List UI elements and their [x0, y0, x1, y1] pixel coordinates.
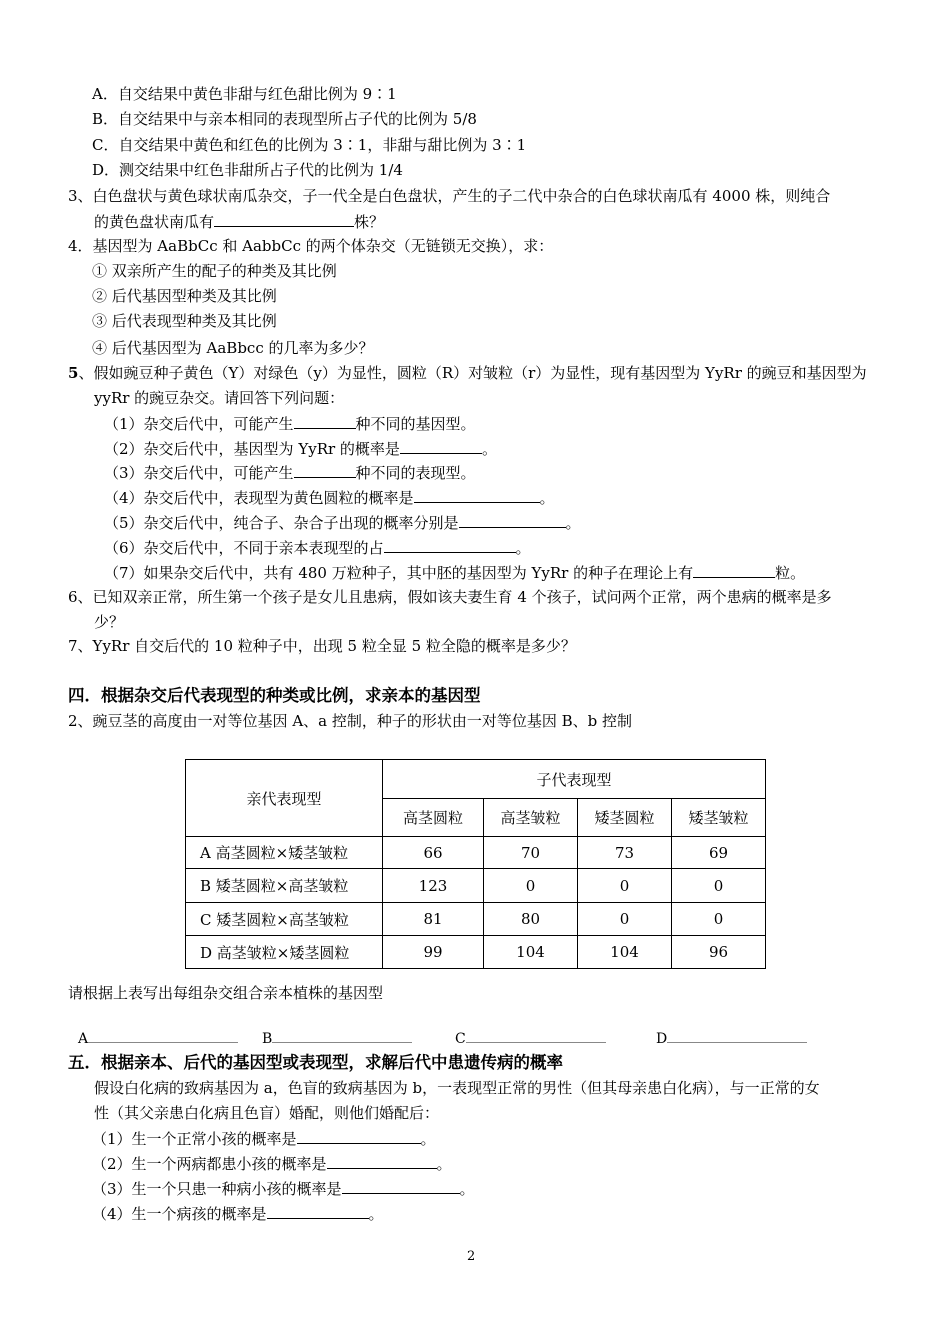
table-cell: 69	[672, 837, 766, 869]
s5-sub-1-text: （1）生一个正常小孩的概率是	[92, 1130, 297, 1148]
s5-sub-2-text: （2）生一个两病都患小孩的概率是	[92, 1155, 327, 1173]
q3-line-1: 3、白色盘状与黄色球状南瓜杂交，子一代全是白色盘状，产生的子二代中杂合的白色球状南瓜有 4000 株，则纯合	[68, 187, 831, 205]
section-5-sub-1	[92, 1128, 436, 1149]
section-4-intro: 2、豌豆茎的高度由一对等位基因 A、a 控制，种子的形状由一对等位基因 B、b 控制	[68, 712, 633, 730]
genetics-table	[185, 759, 766, 969]
table-cell: 99	[383, 936, 484, 969]
table-cell: 0	[578, 869, 672, 903]
q5-sub-1	[104, 413, 476, 434]
table-row	[186, 903, 766, 936]
table-cell: 104	[578, 936, 672, 969]
q6-line-2: 少？	[94, 613, 125, 631]
table-cell: 66	[383, 837, 484, 869]
col-header: 高茎圆粒	[383, 799, 484, 837]
q3-answer-blank[interactable]	[214, 211, 354, 227]
q5-sub-1-text: （1）杂交后代中，可能产生	[104, 415, 294, 433]
answer-label-d: D	[656, 1031, 668, 1047]
q5-sub-4-text: （4）杂交后代中，表现型为黄色圆粒的概率是	[104, 489, 414, 507]
table-cell: 0	[484, 869, 578, 903]
q5-sub-3-end: 种不同的表现型。	[355, 464, 476, 482]
row-label: C 矮茎圆粒×高茎皱粒	[186, 903, 383, 936]
q5-sub-7-blank[interactable]	[693, 562, 775, 578]
table-header-row-1	[186, 760, 766, 799]
table-cell: 0	[672, 903, 766, 936]
row-label: B 矮茎圆粒×高茎皱粒	[186, 869, 383, 903]
s5-sub-3-text: （3）生一个只患一种病小孩的概率是	[92, 1180, 342, 1198]
table-row	[186, 869, 766, 903]
q5-sub-2-end: 。	[481, 440, 497, 458]
table-row	[186, 936, 766, 969]
s5-sub-2-end: 。	[436, 1155, 452, 1173]
answer-label-b: B	[262, 1031, 273, 1047]
table-cell: 70	[484, 837, 578, 869]
row-label: D 高茎皱粒×矮茎圆粒	[186, 936, 383, 969]
q5-sub-6-end: 。	[515, 539, 531, 557]
q6-line-1: 6、已知双亲正常，所生第一个孩子是女儿且患病，假如该夫妻生育 4 个孩子，试问两个正常，两个患病的概率是多	[68, 588, 832, 606]
s5-sub-2-blank[interactable]	[327, 1153, 437, 1169]
page-number: 2	[467, 1249, 476, 1264]
answer-label-c: C	[455, 1031, 466, 1047]
q5-sub-5-text: （5）杂交后代中，纯合子、杂合子出现的概率分别是	[104, 514, 459, 532]
s5-sub-4-end: 。	[368, 1205, 384, 1223]
s5-sub-1-blank[interactable]	[297, 1128, 421, 1144]
row-label: A 高茎圆粒×矮茎皱粒	[186, 837, 383, 869]
table-cell: 0	[578, 903, 672, 936]
answer-line-b	[262, 1028, 412, 1049]
answer-line-c	[455, 1028, 606, 1049]
q5-sub-3-text: （3）杂交后代中，可能产生	[104, 464, 294, 482]
table-cell: 81	[383, 903, 484, 936]
s5-sub-4-text: （4）生一个病孩的概率是	[92, 1205, 267, 1223]
q5-sub-1-end: 种不同的基因型。	[355, 415, 476, 433]
q5-sub-4	[104, 487, 555, 508]
q5-line-1	[68, 363, 867, 383]
answer-line-d	[656, 1028, 807, 1049]
col-header: 矮茎圆粒	[578, 799, 672, 837]
q5-sub-3-blank[interactable]	[294, 462, 356, 478]
section-5-sub-3	[92, 1178, 475, 1199]
col-header: 矮茎皱粒	[672, 799, 766, 837]
section-5-line-1: 假设白化病的致病基因为 a，色盲的致病基因为 b，一表现型正常的男性（但其母亲患白化病），与一正常的女	[94, 1079, 820, 1097]
q4-stem: 4．基因型为 AaBbCc 和 AabbCc 的两个体杂交（无链锁无交换），求：	[68, 237, 554, 255]
table-cell: 123	[383, 869, 484, 903]
answer-blank-d[interactable]	[667, 1028, 807, 1043]
section-5-sub-4	[92, 1203, 384, 1224]
q3-suffix: 株？	[354, 213, 385, 231]
q5-line-1-text: 、假如豌豆种子黄色（Y）对绿色（y）为显性，圆粒（R）对皱粒（r）为显性，现有基因型为 YyRr 的豌豆和基因型为	[78, 364, 867, 382]
answer-blank-a[interactable]	[88, 1028, 238, 1043]
q5-sub-7-text: （7）如果杂交后代中，共有 480 万粒种子，其中胚的基因型为 YyRr 的种子在理论上有	[104, 564, 694, 582]
q3-line-2	[94, 211, 384, 232]
q5-sub-6-text: （6）杂交后代中，不同于亲本表现型的占	[104, 539, 384, 557]
q7-text: 7、YyRr 自交后代的 10 粒种子中，出现 5 粒全显 5 粒全隐的概率是多少？	[68, 637, 576, 655]
table-cell: 73	[578, 837, 672, 869]
table-cell: 0	[672, 869, 766, 903]
q5-sub-1-blank[interactable]	[294, 413, 356, 429]
q5-sub-6-blank[interactable]	[384, 537, 516, 553]
q5-sub-2-blank[interactable]	[400, 438, 482, 454]
section-5-title: 五．根据亲本、后代的基因型或表现型，求解后代中患遗传病的概率	[68, 1053, 563, 1072]
answer-label-a: A	[78, 1031, 89, 1047]
q3-prefix: 的黄色盘状南瓜有	[94, 213, 215, 231]
table-row	[186, 837, 766, 869]
table-cell: 96	[672, 936, 766, 969]
q2-option-a: A．自交结果中黄色非甜与红色甜比例为 9∶1	[92, 85, 397, 103]
q2-option-c: C．自交结果中黄色和红色的比例为 3∶1，非甜与甜比例为 3∶1	[92, 136, 527, 154]
q2-option-b: B．自交结果中与亲本相同的表现型所占子代的比例为 5/8	[92, 110, 477, 128]
s5-sub-4-blank[interactable]	[267, 1203, 369, 1219]
section-4-title: 四．根据杂交后代表现型的种类或比例，求亲本的基因型	[68, 686, 481, 705]
q5-number: 5	[68, 364, 79, 382]
q5-sub-4-end: 。	[539, 489, 555, 507]
section-4-after-table: 请根据上表写出每组杂交组合亲本植株的基因型	[68, 984, 384, 1002]
s5-sub-3-blank[interactable]	[342, 1178, 460, 1194]
q5-sub-5	[104, 512, 581, 533]
col-header: 高茎皱粒	[484, 799, 578, 837]
q5-sub-7	[104, 562, 805, 583]
q5-sub-6	[104, 537, 531, 558]
table-cell: 80	[484, 903, 578, 936]
q4-item-4: ④ 后代基因型为 AaBbcc 的几率为多少？	[92, 339, 374, 357]
section-5-line-2: 性（其父亲患白化病且色盲）婚配，则他们婚配后：	[94, 1104, 440, 1122]
q5-sub-2-text: （2）杂交后代中，基因型为 YyRr 的概率是	[104, 440, 400, 458]
q5-sub-5-end: 。	[565, 514, 581, 532]
q5-line-2: yyRr 的豌豆杂交。请回答下列问题：	[94, 389, 345, 407]
q5-sub-7-end: 粒。	[775, 564, 806, 582]
s5-sub-1-end: 。	[420, 1130, 436, 1148]
offspring-header: 子代表现型	[383, 760, 766, 799]
answer-blank-b[interactable]	[272, 1028, 412, 1043]
section-5-sub-2	[92, 1153, 452, 1174]
q5-sub-3	[104, 462, 476, 483]
q4-item-2: ② 后代基因型种类及其比例	[92, 287, 277, 305]
q4-item-1: ① 双亲所产生的配子的种类及其比例	[92, 262, 337, 280]
answer-line-a	[78, 1028, 238, 1049]
q5-sub-4-blank[interactable]	[414, 487, 540, 503]
q4-item-3: ③ 后代表现型种类及其比例	[92, 312, 277, 330]
answer-blank-c[interactable]	[466, 1028, 606, 1043]
q5-sub-5-blank[interactable]	[459, 512, 566, 528]
table-cell: 104	[484, 936, 578, 969]
q2-option-d: D．测交结果中红色非甜所占子代的比例为 1/4	[92, 161, 403, 179]
s5-sub-3-end: 。	[459, 1180, 475, 1198]
parent-header: 亲代表现型	[186, 760, 383, 837]
q5-sub-2	[104, 438, 497, 459]
